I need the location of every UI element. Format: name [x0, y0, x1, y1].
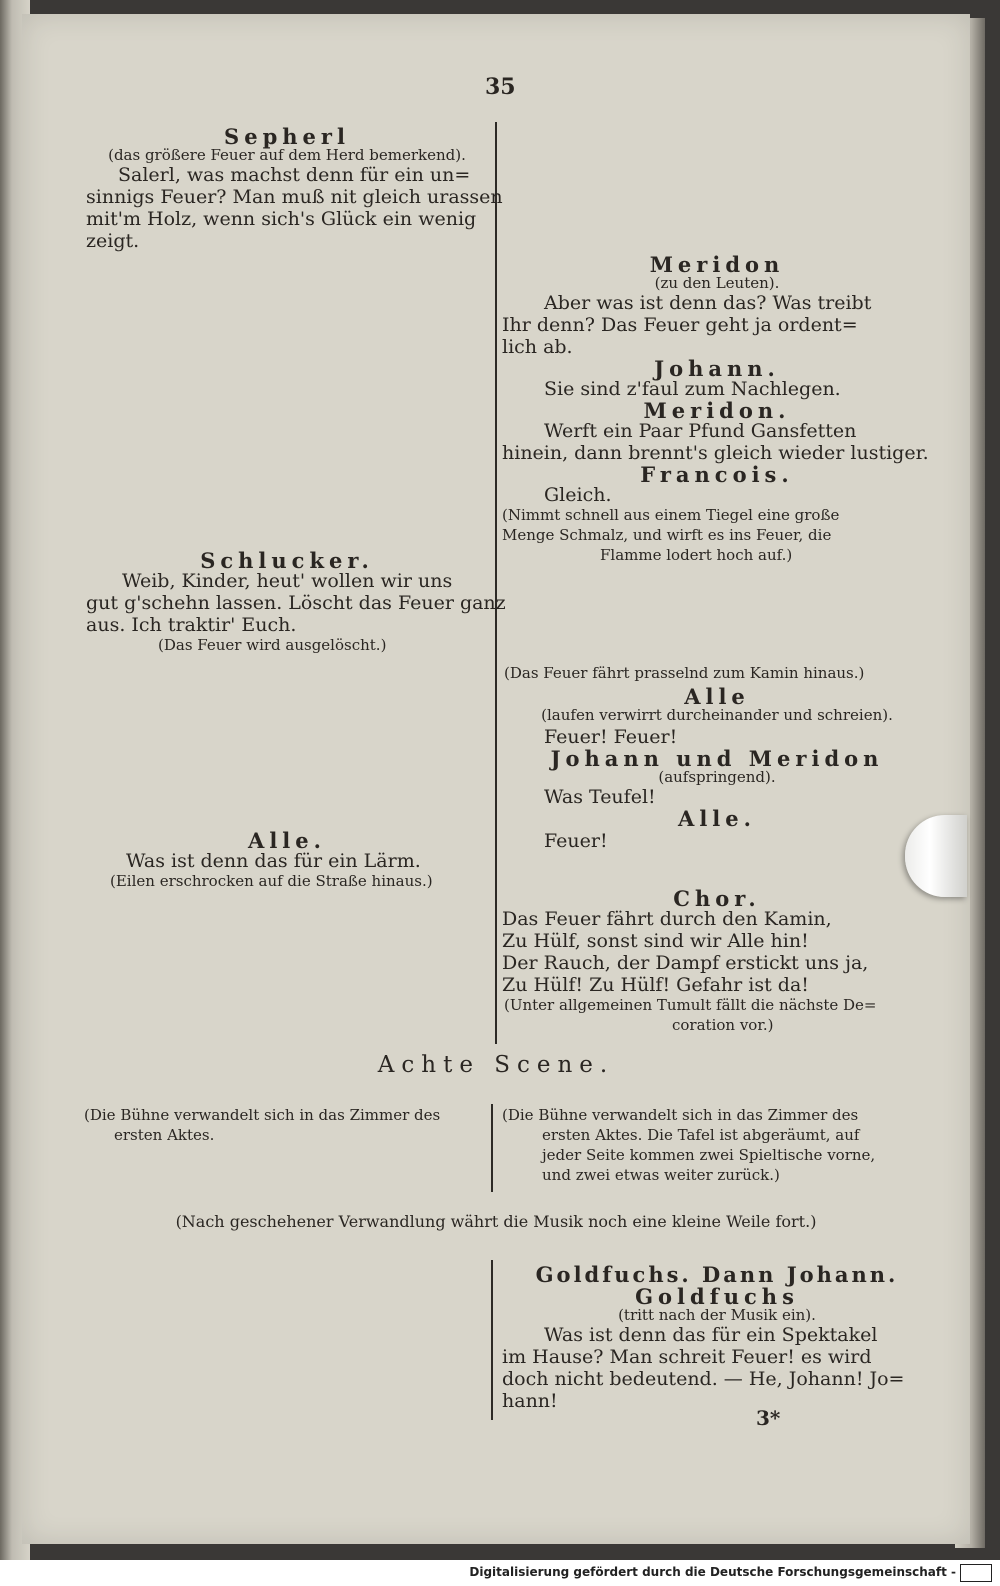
dialogue-line: Feuer! Feuer! [544, 726, 678, 748]
footer-credit: Digitalisierung gefördert durch die Deutsche Forschungsgemeinschaft - [469, 1565, 956, 1579]
dialogue-line: hann! [502, 1390, 558, 1412]
speaker-alle: Alle. [248, 828, 326, 853]
speaker-meridon: Meridon. [643, 398, 791, 423]
dialogue-line: Zu Hülf, sonst sind wir Alle hin! [502, 930, 809, 952]
dialogue-line: Sie sind z'faul zum Nachlegen. [544, 378, 841, 400]
stage-direction: (Die Bühne verwandelt sich in das Zimmer des [84, 1106, 441, 1124]
stage-direction: und zwei etwas weiter zurück.) [542, 1166, 780, 1184]
stage-direction: (Nimmt schnell aus einem Tiegel eine große [502, 506, 840, 524]
dialogue-line: Aber was ist denn das? Was treibt [544, 292, 872, 314]
stage-direction: (Das Feuer fährt prasselnd zum Kamin hinaus.) [504, 664, 865, 682]
dialogue-line: doch nicht bedeutend. — He, Johann! Jo= [502, 1368, 905, 1390]
dialogue-line: hinein, dann brennt's gleich wieder lustiger. [502, 442, 929, 464]
speaker-alle: Alle [684, 684, 750, 709]
column-divider [491, 1104, 493, 1192]
stage-direction: Flamme lodert hoch auf.) [600, 546, 793, 564]
stage-direction: coration vor.) [672, 1016, 774, 1034]
page-number: 35 [485, 74, 516, 100]
stage-direction: (aufspringend). [658, 768, 776, 786]
stage-direction: (laufen verwirrt durcheinander und schreien). [541, 706, 893, 724]
speaker-francois: Francois. [640, 462, 794, 487]
stage-direction: ersten Aktes. Die Tafel ist abgeräumt, auf [542, 1126, 860, 1144]
speaker-johann-meridon: Johann und Meridon [550, 746, 884, 771]
dialogue-line: sinnigs Feuer? Man muß nit gleich urassen [86, 186, 503, 208]
dialogue-line: Werft ein Paar Pfund Gansfetten [544, 420, 857, 442]
signature-mark: 3* [756, 1406, 781, 1430]
stage-direction: Menge Schmalz, und wirft es ins Feuer, die [502, 526, 832, 544]
speaker-johann: Johann. [654, 356, 780, 381]
character-heading: Goldfuchs. Dann Johann. [535, 1262, 899, 1287]
stage-direction: (Das Feuer wird ausgelöscht.) [158, 636, 387, 654]
dialogue-line: Ihr denn? Das Feuer geht ja ordent= [502, 314, 858, 336]
stage-direction: (Unter allgemeinen Tumult fällt die nächste De= [504, 996, 877, 1014]
footer-bar [0, 1560, 1000, 1586]
dialogue-line: zeigt. [86, 230, 140, 252]
speaker-schlucker: Schlucker. [200, 548, 374, 573]
dialogue-line: aus. Ich traktir' Euch. [86, 614, 297, 636]
speaker-chor: Chor. [673, 886, 761, 911]
dialogue-line: im Hause? Man schreit Feuer! es wird [502, 1346, 872, 1368]
dialogue-line: Weib, Kinder, heut' wollen wir uns [122, 570, 453, 592]
column-divider [495, 122, 497, 1044]
stage-direction: jeder Seite kommen zwei Spieltische vorne, [542, 1146, 876, 1164]
dialogue-line: Salerl, was machst denn für ein un= [118, 164, 471, 186]
dialogue-line: gut g'schehn lassen. Löscht das Feuer ganz [86, 592, 506, 614]
stage-direction: (Die Bühne verwandelt sich in das Zimmer des [502, 1106, 859, 1124]
dialogue-line: Zu Hülf! Zu Hülf! Gefahr ist da! [502, 974, 809, 996]
scene-heading: Achte Scene. [377, 1052, 615, 1078]
dialogue-line: Was Teufel! [544, 786, 656, 808]
dialogue-line: lich ab. [502, 336, 573, 358]
dialogue-line: mit'm Holz, wenn sich's Glück ein wenig [86, 208, 477, 230]
stage-direction: ersten Aktes. [114, 1126, 215, 1144]
dialogue-line: Was ist denn das für ein Spektakel [544, 1324, 878, 1346]
dialogue-line: Der Rauch, der Dampf erstickt uns ja, [502, 952, 869, 974]
stage-direction: (Eilen erschrocken auf die Straße hinaus.) [110, 872, 433, 890]
column-divider [491, 1260, 493, 1420]
dfg-logo-icon [960, 1564, 992, 1582]
dialogue-line: Feuer! [544, 830, 608, 852]
speaker-goldfuchs: Goldfuchs [635, 1284, 799, 1309]
speaker-alle: Alle. [678, 806, 756, 831]
dialogue-line: Was ist denn das für ein Lärm. [126, 850, 421, 872]
stage-direction: (zu den Leuten). [654, 274, 780, 292]
stage-direction: (tritt nach der Musik ein). [618, 1306, 816, 1324]
speaker-meridon: Meridon [649, 252, 785, 277]
book-page [22, 14, 970, 1544]
dialogue-line: Das Feuer fährt durch den Kamin, [502, 908, 832, 930]
stage-direction: (das größere Feuer auf dem Herd bemerkend). [108, 146, 466, 164]
music-direction: (Nach geschehener Verwandlung währt die Musik noch eine kleine Weile fort.) [175, 1212, 817, 1231]
speaker-sepherl: Sepherl [224, 124, 350, 149]
dialogue-line: Gleich. [544, 484, 612, 506]
